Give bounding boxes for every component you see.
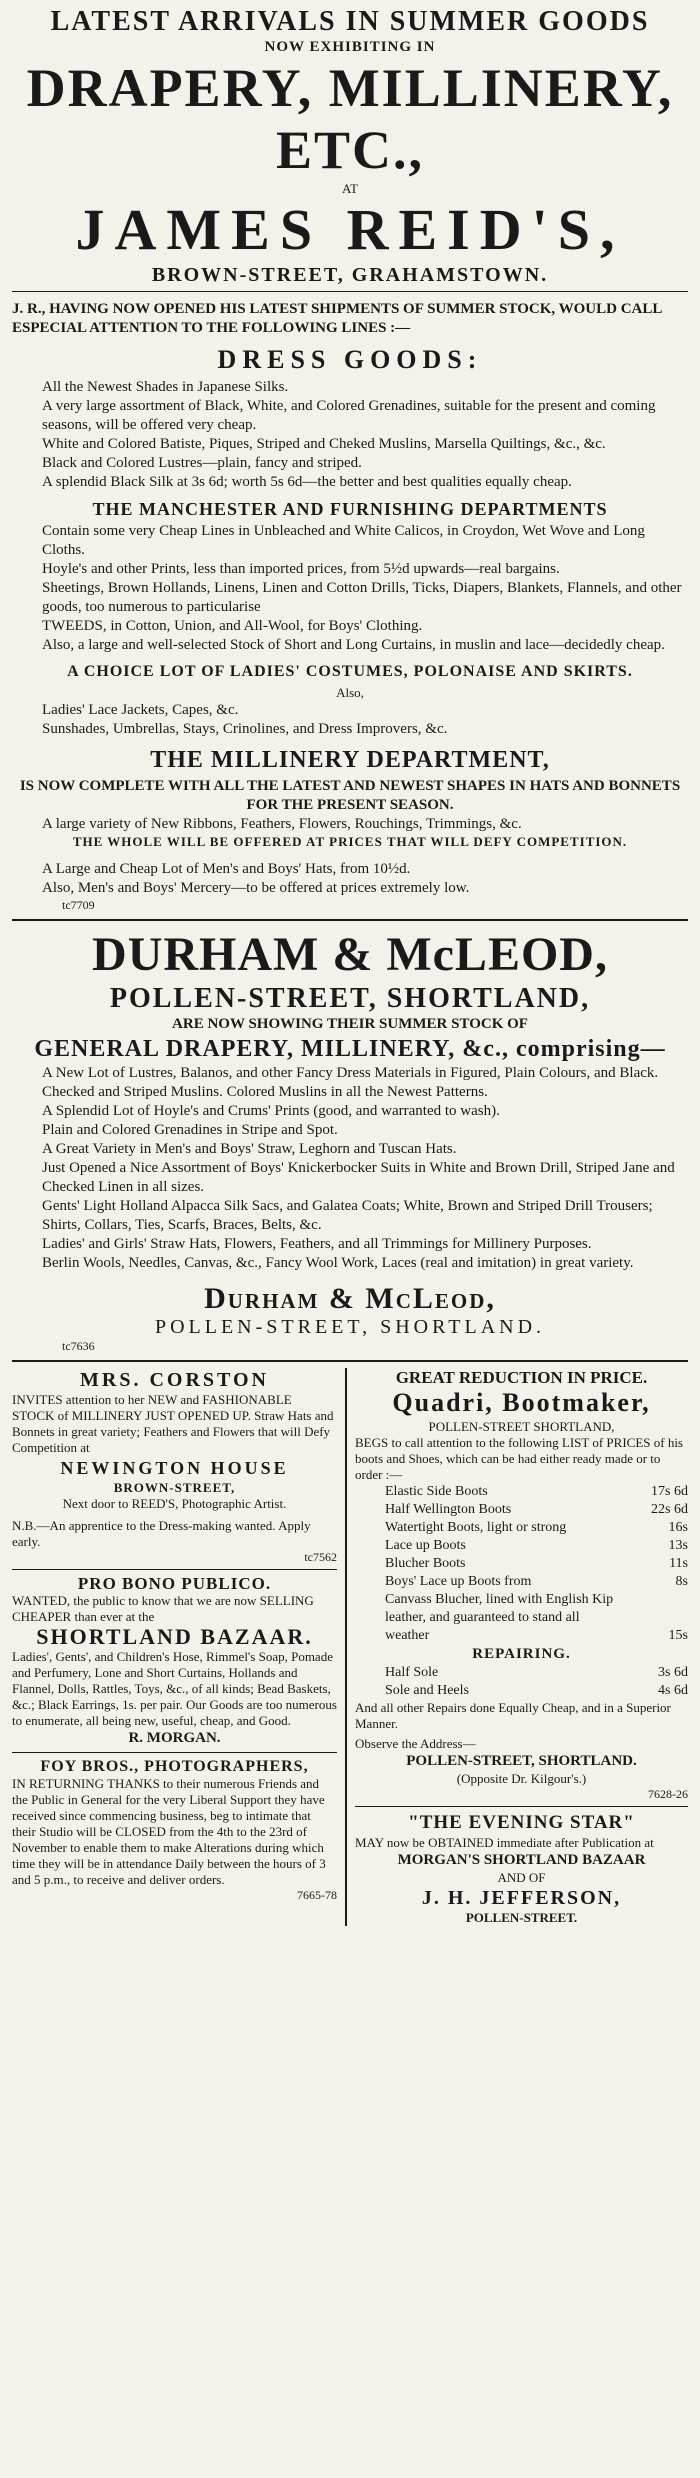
reid-ref: tc7709: [62, 898, 95, 912]
reid-at: AT: [342, 181, 358, 196]
price-row: Blucher Boots 11s: [385, 1556, 688, 1571]
durham-item: Plain and Colored Grenadines in Stripe and Spot.: [42, 1122, 338, 1138]
divider: [355, 1806, 688, 1807]
reid-dress-item: A very large assortment of Black, White, and Colored Grenadines, suitable for the present and coming seasons, will be offered very cheap.: [42, 398, 656, 433]
durham-ref: tc7636: [62, 1339, 95, 1353]
durham-now-showing: ARE NOW SHOWING THEIR SUMMER STOCK OF: [172, 1016, 528, 1032]
reid-intro: J. R., HAVING NOW OPENED HIS LATEST SHIPMENTS OF SUMMER STOCK, WOULD CALL ESPECIAL ATTENTION TO THE FOLLOWING LINES :—: [12, 301, 662, 336]
price-row: Canvass Blucher, lined with English Kip leather, and guaranteed to stand all weather 15s: [385, 1592, 688, 1643]
durham-mcleod-advert: [12, 927, 688, 1354]
quadri-opposite: (Opposite Dr. Kilgour's.): [456, 1771, 587, 1786]
reid-hats: A Large and Cheap Lot of Men's and Boys' Hats, from 10½d.: [42, 861, 411, 877]
corston-heading: MRS. CORSTON: [80, 1369, 269, 1391]
durham-item: A Great Variety in Men's and Boys' Straw, Leghorn and Tuscan Hats.: [42, 1141, 457, 1157]
foy-body: IN RETURNING THANKS to their numerous Friends and the Public in General for the very Liberal Support they have received since commencing business, beg to intimate that their Studio will be CLOSED from the 4th to the 23rd of November to enable them to make Alterations during which time they will be in attendance Daily between the hours of 3 and 5 p.m., to receive and deliver orders.: [12, 1776, 326, 1887]
divider: [12, 1569, 337, 1570]
foy-bros-advert: [12, 1757, 337, 1903]
corston-house: NEWINGTON HOUSE: [60, 1458, 289, 1478]
divider: [12, 1752, 337, 1753]
star-and-of: AND OF: [497, 1870, 546, 1885]
star-heading: "THE EVENING STAR": [408, 1812, 635, 1833]
durham-item: A New Lot of Lustres, Balanos, and other Fancy Dress Materials in Figured, Plain Colours, and Black.: [42, 1065, 659, 1081]
reid-millinery-heading: THE MILLINERY DEPARTMENT,: [150, 747, 550, 773]
reid-dress-heading: DRESS GOODS:: [217, 345, 483, 374]
reid-drapery-title: DRAPERY, MILLINERY, ETC.,: [26, 58, 674, 180]
foy-heading: FOY BROS., PHOTOGRAPHERS,: [40, 1758, 309, 1775]
price-row: Watertight Boots, light or strong 16s: [385, 1520, 688, 1535]
corston-advert: [12, 1368, 337, 1565]
durham-signature: Durham & McLeod,: [204, 1282, 496, 1315]
durham-item: Ladies' and Girls' Straw Hats, Flowers, Feathers, and all Trimmings for Millinery Purposes.: [42, 1236, 592, 1252]
reid-manchester-item: TWEEDS, in Cotton, Union, and All-Wool, for Boys' Clothing.: [42, 618, 423, 634]
pro-bono-advert: [12, 1574, 337, 1748]
star-street: POLLEN-STREET.: [465, 1910, 578, 1925]
reid-manchester-item: Also, a large and well-selected Stock of Short and Long Curtains, in muslin and lace—decidedly cheap.: [42, 637, 665, 653]
durham-general: GENERAL DRAPERY, MILLINERY, &c., comprising—: [34, 1036, 666, 1062]
bono-bazaar: SHORTLAND BAZAAR.: [36, 1624, 313, 1649]
reid-headline: LATEST ARRIVALS IN SUMMER GOODS: [50, 6, 650, 37]
reid-manchester-item: Sheetings, Brown Hollands, Linens, Linen and Cotton Drills, Ticks, Diapers, Blankets, Flannels, and other goods, too numerous to particularise: [42, 580, 682, 615]
quadri-street: POLLEN-STREET SHORTLAND,: [428, 1419, 615, 1434]
reid-costume-item: Sunshades, Umbrellas, Stays, Crinolines, and Dress Improvers, &c.: [42, 721, 448, 737]
reid-address: BROWN-STREET, GRAHAMSTOWN.: [151, 264, 549, 286]
durham-item: Checked and Striped Muslins. Colored Muslins in all the Newest Patterns.: [42, 1084, 488, 1100]
star-body: MAY now be OBTAINED immediate after Publication at: [355, 1835, 654, 1850]
reid-dress-item: All the Newest Shades in Japanese Silks.: [42, 379, 289, 395]
durham-item: Just Opened a Nice Assortment of Boys' Knickerbocker Suits in White and Brown Drill, Striped Jane and Checked Linen in all sizes.: [42, 1160, 675, 1195]
star-bazaar: MORGAN'S SHORTLAND BAZAAR: [397, 1852, 646, 1868]
reid-now-exhibiting: NOW EXHIBITING IN: [264, 39, 436, 55]
reid-dress-item: Black and Colored Lustres—plain, fancy and striped.: [42, 455, 362, 471]
reid-costume-heading: A CHOICE LOT OF LADIES' COSTUMES, POLONAISE AND SKIRTS.: [67, 663, 633, 680]
bono-body: WANTED, the public to know that we are now SELLING CHEAPER than ever at the: [12, 1593, 314, 1624]
corston-street: BROWN-STREET,: [113, 1480, 236, 1495]
quadri-name: Quadri, Bootmaker,: [392, 1388, 651, 1417]
quadri-address: POLLEN-STREET, SHORTLAND.: [406, 1753, 637, 1769]
quadri-advert: [355, 1368, 688, 1802]
bono-signature: R. MORGAN.: [128, 1730, 221, 1746]
divider: [12, 291, 688, 292]
corston-ref: tc7562: [304, 1550, 337, 1564]
quadri-ref: 7628-26: [648, 1787, 688, 1801]
star-name: J. H. JEFFERSON,: [421, 1887, 622, 1909]
reid-manchester-heading: THE MANCHESTER AND FURNISHING DEPARTMENTS: [92, 499, 608, 519]
durham-item: Gents' Light Holland Alpacca Silk Sacs, and Galatea Coats; White, Brown and Striped Drill Trousers; Shirts, Collars, Ties, Scarfs, Braces, Belts, &c.: [42, 1198, 653, 1233]
bono-heading: PRO BONO PUBLICO.: [77, 1574, 272, 1593]
divider: [12, 1360, 688, 1362]
reid-dress-item: White and Colored Batiste, Piques, Striped and Cheked Muslins, Marsella Quiltings, &c., &c.: [42, 436, 606, 452]
quadri-intro: BEGS to call attention to the following LIST of PRICES of his boots and Shoes, which can be had either ready made or to order :—: [355, 1435, 683, 1482]
reid-manchester-item: Contain some very Cheap Lines in Unbleached and White Calicos, in Croydon, Wet Wove and Long Cloths.: [42, 523, 645, 558]
price-row: Lace up Boots 13s: [385, 1538, 688, 1553]
reid-dress-item: A splendid Black Silk at 3s 6d; worth 5s 6d—the better and best qualities equally cheap.: [42, 474, 572, 490]
foy-ref: 7665-78: [297, 1888, 337, 1902]
corston-next-door: Next door to REED'S, Photographic Artist.: [62, 1496, 287, 1511]
corston-body: INVITES attention to her NEW and FASHIONABLE STOCK of MILLINERY JUST OPENED UP. Straw Hats and Bonnets in great variety; Feathers and Flowers that will Defy Competition at: [12, 1392, 334, 1455]
durham-signature-street: POLLEN-STREET, SHORTLAND.: [154, 1316, 546, 1338]
quadri-heading: GREAT REDUCTION IN PRICE.: [395, 1368, 648, 1387]
reid-name: JAMES REID'S,: [75, 197, 625, 262]
divider: [12, 919, 688, 921]
price-row: Sole and Heels 4s 6d: [385, 1683, 688, 1698]
price-row: Half Sole 3s 6d: [385, 1665, 688, 1680]
left-column: [12, 1368, 347, 1926]
reid-mercery: Also, Men's and Boys' Mercery—to be offered at prices extremely low.: [42, 880, 470, 896]
quadri-other: And all other Repairs done Equally Cheap, and in a Superior Manner.: [355, 1700, 671, 1731]
reid-millinery-caps: THE WHOLE WILL BE OFFERED AT PRICES THAT WILL DEFY COMPETITION.: [72, 834, 628, 849]
reid-also: Also,: [336, 685, 364, 700]
reid-millinery-line: A large variety of New Ribbons, Feathers, Flowers, Rouchings, Trimmings, &c.: [42, 816, 522, 832]
quadri-repairing-heading: REPAIRING.: [472, 1646, 571, 1662]
durham-item: Berlin Wools, Needles, Canvas, &c., Fancy Wool Work, Laces (real and imitation) in great variety.: [42, 1255, 634, 1271]
durham-street: POLLEN-STREET, SHORTLAND,: [109, 983, 591, 1014]
right-column: [347, 1368, 688, 1926]
price-row: Elastic Side Boots 17s 6d: [385, 1484, 688, 1499]
james-reid-advert: [12, 6, 688, 913]
evening-star-advert: [355, 1811, 688, 1926]
price-row: Half Wellington Boots 22s 6d: [385, 1502, 688, 1517]
reid-millinery-sub: IS NOW COMPLETE WITH ALL THE LATEST AND NEWEST SHAPES IN HATS AND BONNETS FOR THE PRESENT SEASON.: [19, 778, 681, 813]
reid-manchester-item: Hoyle's and other Prints, less than imported prices, from 5½d upwards—real bargains.: [42, 561, 560, 577]
reid-costume-item: Ladies' Lace Jackets, Capes, &c.: [42, 702, 239, 718]
bono-list: Ladies', Gents', and Children's Hose, Rimmel's Soap, Pomade and Perfumery, Lone and Short Curtains, Hollands and Flannel, Dolls, Rattles, Toys, &c., of all kinds; Bead Baskets, &c.; Black Earrings, 1s. per pair. Our Goods are too numerous to enumerate, all being new, useful, cheap, and Good.: [12, 1649, 337, 1728]
price-row: Boys' Lace up Boots from 8s: [385, 1574, 688, 1589]
small-adverts-columns: [12, 1368, 688, 1926]
corston-nb: N.B.—An apprentice to the Dress-making wanted. Apply early.: [12, 1518, 311, 1549]
quadri-observe: Observe the Address—: [355, 1736, 476, 1751]
durham-name: DURHAM & McLEOD,: [92, 928, 608, 981]
durham-item: A Splendid Lot of Hoyle's and Crums' Prints (good, and warranted to wash).: [42, 1103, 500, 1119]
